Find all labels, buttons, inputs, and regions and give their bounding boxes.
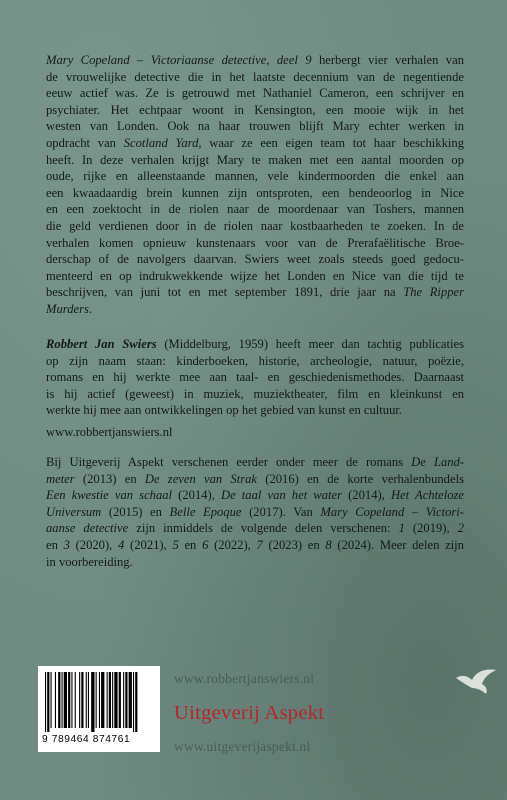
italic-run: meter xyxy=(46,471,75,486)
barcode-bar xyxy=(51,672,52,728)
text-run: (2022), xyxy=(208,537,257,552)
text-run: werkte hij mee aan ontwikkelingen op het gebied van kunst en cultuur. xyxy=(46,403,403,418)
barcode-bar xyxy=(129,672,132,728)
publisher-website: www.uitgeverijaspekt.nl xyxy=(174,739,311,754)
publisher-name: Uitgeverij Aspekt xyxy=(174,702,325,724)
text-line xyxy=(46,52,464,69)
italic-run: De Land- xyxy=(411,455,464,469)
italic-run: Universum xyxy=(46,504,102,519)
barcode-bar xyxy=(135,672,137,732)
text-run: (2020), xyxy=(69,537,119,552)
text-line xyxy=(46,185,464,202)
barcode-bar xyxy=(88,672,89,728)
text-run: in voorbereiding. xyxy=(46,554,133,569)
italic-run: 5 xyxy=(172,537,179,552)
isbn-number: 9 789464 874761 xyxy=(42,734,131,745)
italic-run: 2 xyxy=(457,521,464,536)
italic-run: Belle Epoque xyxy=(169,504,242,519)
text-line xyxy=(46,69,464,86)
barcode-bar xyxy=(55,672,56,728)
text-line xyxy=(46,471,464,488)
bibliography-paragraph xyxy=(46,454,464,570)
isbn-barcode xyxy=(38,666,160,752)
barcode-bar xyxy=(99,672,100,728)
text-run: verhalen komen opnieuw kunstenaars voor van de Prerafaëlitische Broe- xyxy=(46,235,464,250)
barcode-bar xyxy=(62,672,63,728)
text-run: (2017). Van xyxy=(241,504,321,519)
text-line xyxy=(46,504,464,521)
barcode-bar xyxy=(58,672,60,728)
text-line xyxy=(46,152,464,169)
text-run: een kwaadaardig brein kunnen zijn ontsproten, een bendeoorlog in Nice xyxy=(46,185,464,200)
italic-run: 6 xyxy=(202,537,209,552)
text-run: opdracht van xyxy=(46,135,124,150)
italic-run: 3 xyxy=(63,537,70,552)
text-line xyxy=(46,118,464,135)
text-line xyxy=(46,424,464,441)
italic-run: Een kwestie van schaal xyxy=(46,488,173,503)
italic-run: The Ripper xyxy=(403,285,464,300)
barcode-bar xyxy=(45,672,46,732)
text-run: (2024). Meer delen zijn xyxy=(331,537,464,552)
barcode-bar xyxy=(133,672,134,732)
text-line xyxy=(46,402,464,419)
text-line xyxy=(46,537,464,554)
italic-run: Mary Copeland – Victoriaanse detective, deel 9 xyxy=(46,53,312,67)
text-line xyxy=(46,284,464,301)
text-run: westen van Londen. Ook na haar trouwen blijft Mary echter werken in xyxy=(46,119,464,134)
synopsis-paragraph xyxy=(46,52,464,318)
text-run: herbergt vier verhalen van xyxy=(311,53,464,67)
author-website-footer: www.robbertjanswiers.nl xyxy=(174,671,315,686)
text-run: (2023) en xyxy=(262,537,326,552)
text-run: oude, rijke en alleenstaande mannen, vele kindermoorden die enkel aan xyxy=(46,169,464,184)
text-run: en xyxy=(178,537,203,552)
text-line xyxy=(46,336,464,353)
text-line xyxy=(46,268,464,285)
text-run: beschrijven, van juni tot en met september 1891, drie jaar na xyxy=(46,285,404,300)
text-run: romans en hij werkte mee aan taal- en geschiedenismethodes. Daarnaast xyxy=(46,370,464,385)
text-run: eeuw actief was. Ze is getrouwd met Nathaniel Cameron, een schrijver en xyxy=(46,86,464,101)
italic-run: 7 xyxy=(256,537,263,552)
italic-run: Het Achteloze xyxy=(390,488,464,503)
text-line xyxy=(46,201,464,218)
text-line xyxy=(46,235,464,252)
text-line xyxy=(46,353,464,370)
text-run: en xyxy=(46,537,64,552)
author-name: Robbert Jan Swiers xyxy=(46,337,157,351)
italic-run: Mary Copeland – Victori- xyxy=(320,504,464,519)
text-line xyxy=(46,102,464,119)
barcode-bar xyxy=(114,672,117,728)
barcode-bar xyxy=(75,672,76,728)
text-line xyxy=(46,554,464,571)
text-run: (2014), xyxy=(342,488,391,503)
text-run: (2015) en xyxy=(101,504,170,519)
text-line xyxy=(46,454,464,471)
text-run: op zijn naam staan: kinderboeken, historie, archeologie, natuur, poëzie, xyxy=(46,353,464,368)
italic-run: 8 xyxy=(325,537,332,552)
text-line xyxy=(46,520,464,537)
barcode-bar xyxy=(71,672,72,728)
text-line xyxy=(46,301,464,318)
barcode-bar xyxy=(91,672,94,732)
text-run: (Middelburg, 1959) heeft meer dan tachtig publicaties xyxy=(156,337,464,351)
barcode-bars xyxy=(45,672,153,732)
text-run: , waar ze een eigen team tot haar beschikking xyxy=(198,135,464,150)
text-run: (2021), xyxy=(124,537,173,552)
italic-run: aanse detective xyxy=(46,521,129,536)
text-run: en een zoektocht in de riolen naar de moordenaar van Toshers, mannen xyxy=(46,202,464,217)
text-line xyxy=(46,386,464,403)
italic-run: Scotland Yard xyxy=(123,135,199,150)
text-run: psychiater. Het echtpaar woont in Kensington, een mooie wijk in het xyxy=(46,102,464,117)
barcode-bar xyxy=(107,672,108,728)
barcode-bar xyxy=(68,672,70,728)
text-line xyxy=(46,251,464,268)
italic-run: Murders xyxy=(46,301,89,316)
italic-run: De zeven van Strak xyxy=(144,471,258,486)
text-run: die geld verdienen door in de riolen naar kostbaarheden te zoeken. In de xyxy=(46,218,464,233)
barcode-bar xyxy=(119,672,121,728)
text-run: www.robbertjanswiers.nl xyxy=(46,425,173,439)
text-run: de vrouwelijke detective die in het laatste decennium van de negentiende xyxy=(46,69,464,84)
italic-run: 4 xyxy=(118,537,125,552)
italic-run: De taal van het water xyxy=(221,488,342,503)
text-run: Bij Uitgeverij Aspekt verschenen eerder onder meer de romans xyxy=(46,455,412,469)
bird-silhouette-icon xyxy=(452,660,502,700)
text-line xyxy=(46,218,464,235)
author-bio-paragraph xyxy=(46,336,464,419)
text-run: (2014), xyxy=(172,488,222,503)
text-line xyxy=(46,487,464,504)
barcode-bar xyxy=(123,672,124,728)
text-run: is hij actief (geweest) in muziek, muziektheater, film en kleinkunst en xyxy=(46,386,464,401)
text-run: . xyxy=(88,301,93,316)
text-line xyxy=(46,369,464,386)
barcode-bar xyxy=(109,672,111,728)
text-run: heeft. In deze verhalen krijgt Mary te maken met een aantal moorden op xyxy=(46,152,464,167)
text-line xyxy=(46,135,464,152)
barcode-bar xyxy=(101,672,104,728)
text-run: (2016) en de korte verhalenbundels xyxy=(257,471,464,486)
italic-run: 1 xyxy=(398,521,405,536)
barcode-bar xyxy=(79,672,80,728)
barcode-bar xyxy=(112,672,113,728)
author-website xyxy=(46,424,464,441)
text-line xyxy=(46,168,464,185)
text-run: menteerd en op indrukwekkende wijze het Londen en Nice van die tijd te xyxy=(46,268,464,283)
text-run: (2013) en xyxy=(74,471,145,486)
text-run: zijn inmiddels de volgende delen verschenen: xyxy=(128,521,399,536)
text-run: (2019), xyxy=(404,521,458,536)
barcode-bar xyxy=(64,672,67,728)
barcode-bar xyxy=(125,672,127,728)
barcode-bar xyxy=(96,672,97,728)
barcode-bar xyxy=(86,672,87,728)
text-line xyxy=(46,85,464,102)
barcode-bar xyxy=(47,672,49,732)
barcode-bar xyxy=(81,672,83,728)
text-run: derschap of de navolgers daarvan. Swiers weet zoals steeds goed gedocu- xyxy=(46,252,464,267)
